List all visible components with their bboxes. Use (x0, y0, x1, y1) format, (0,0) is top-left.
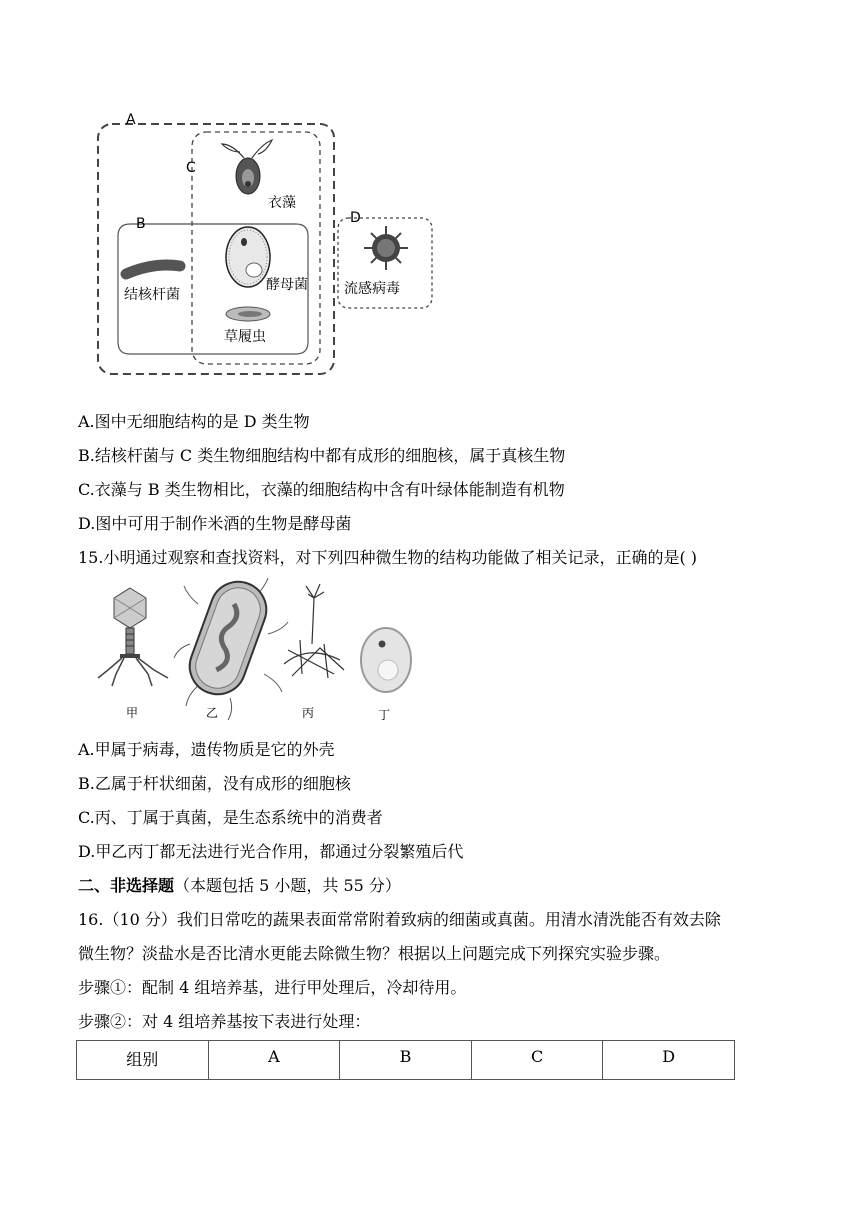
bacterium-icon (174, 574, 288, 720)
classification-diagram-svg (90, 112, 450, 380)
tuberculosis-bacillus-icon (126, 265, 180, 274)
label-influenza-virus: 流感病毒 (344, 281, 400, 297)
q15-option-b: B.乙属于杆状细菌，没有成形的细胞核 (78, 774, 351, 793)
classification-diagram (90, 112, 450, 380)
set-label-b: B (136, 216, 146, 232)
label-yeast: 酵母菌 (266, 277, 308, 293)
q14-option-c: C.衣藻与 B 类生物相比，衣藻的细胞结构中含有叶绿体能制造有机物 (78, 480, 565, 499)
set-a-box (98, 124, 334, 374)
section-note: （本题包括 5 小题，共 55 分） (174, 876, 401, 895)
chlamydomonas-icon (222, 140, 272, 194)
q14-option-a: A.图中无细胞结构的是 D 类生物 (78, 412, 310, 431)
treatment-table (76, 1040, 735, 1080)
caption-bing: 丙 (302, 706, 315, 720)
section-heading (78, 876, 401, 896)
set-label-a: A (126, 112, 136, 128)
set-label-d: D (350, 210, 361, 226)
q14-option-d: D.图中可用于制作米酒的生物是酵母菌 (78, 514, 352, 533)
bacteriophage-icon (98, 588, 168, 686)
yeast-cell-icon (361, 628, 411, 692)
q15-option-a: A.甲属于病毒，遗传物质是它的外壳 (78, 740, 335, 759)
q15-option-c: C.丙、丁属于真菌，是生态系统中的消费者 (78, 808, 383, 827)
label-chlamydomonas: 衣藻 (268, 195, 296, 211)
set-label-c: C (186, 160, 196, 176)
label-tuberculosis-bacillus: 结核杆菌 (124, 287, 180, 303)
table-header-cell: B (340, 1041, 472, 1080)
q16-line1: 16.（10 分）我们日常吃的蔬果表面常常附着致病的细菌或真菌。用清水清洗能否有效去除 (78, 910, 721, 929)
table-header-cell: 组别 (77, 1041, 209, 1080)
q15-option-d: D.甲乙丙丁都无法进行光合作用，都通过分裂繁殖后代 (78, 842, 464, 861)
q15-stem: 15.小明通过观察和查找资料，对下列四种微生物的结构功能做了相关记录，正确的是( ) (78, 548, 698, 567)
q16-step2: 步骤②：对 4 组培养基按下表进行处理： (78, 1012, 371, 1031)
q16-line2: 微生物？淡盐水是否比清水更能去除微生物？根据以上问题完成下列探究实验步骤。 (78, 944, 671, 963)
microbes-figure (88, 574, 428, 724)
label-paramecium: 草履虫 (224, 329, 266, 345)
microbes-figure-svg (88, 574, 428, 724)
section-title: 二、非选择题 (78, 876, 175, 895)
mold-icon (284, 584, 344, 678)
q14-option-b: B.结核杆菌与 C 类生物细胞结构中都有成形的细胞核，属于真核生物 (78, 446, 566, 465)
caption-yi: 乙 (206, 706, 219, 720)
q16-step1: 步骤①：配制 4 组培养基，进行甲处理后，冷却待用。 (78, 978, 467, 997)
yeast-icon (226, 227, 270, 287)
influenza-virus-icon (364, 226, 408, 270)
paramecium-icon (226, 307, 270, 321)
table-row (77, 1041, 735, 1080)
table-header-cell: A (208, 1041, 340, 1080)
table-header-cell: C (471, 1041, 603, 1080)
table-header-cell: D (603, 1041, 735, 1080)
caption-ding: 丁 (378, 708, 391, 722)
caption-jia: 甲 (126, 706, 139, 720)
